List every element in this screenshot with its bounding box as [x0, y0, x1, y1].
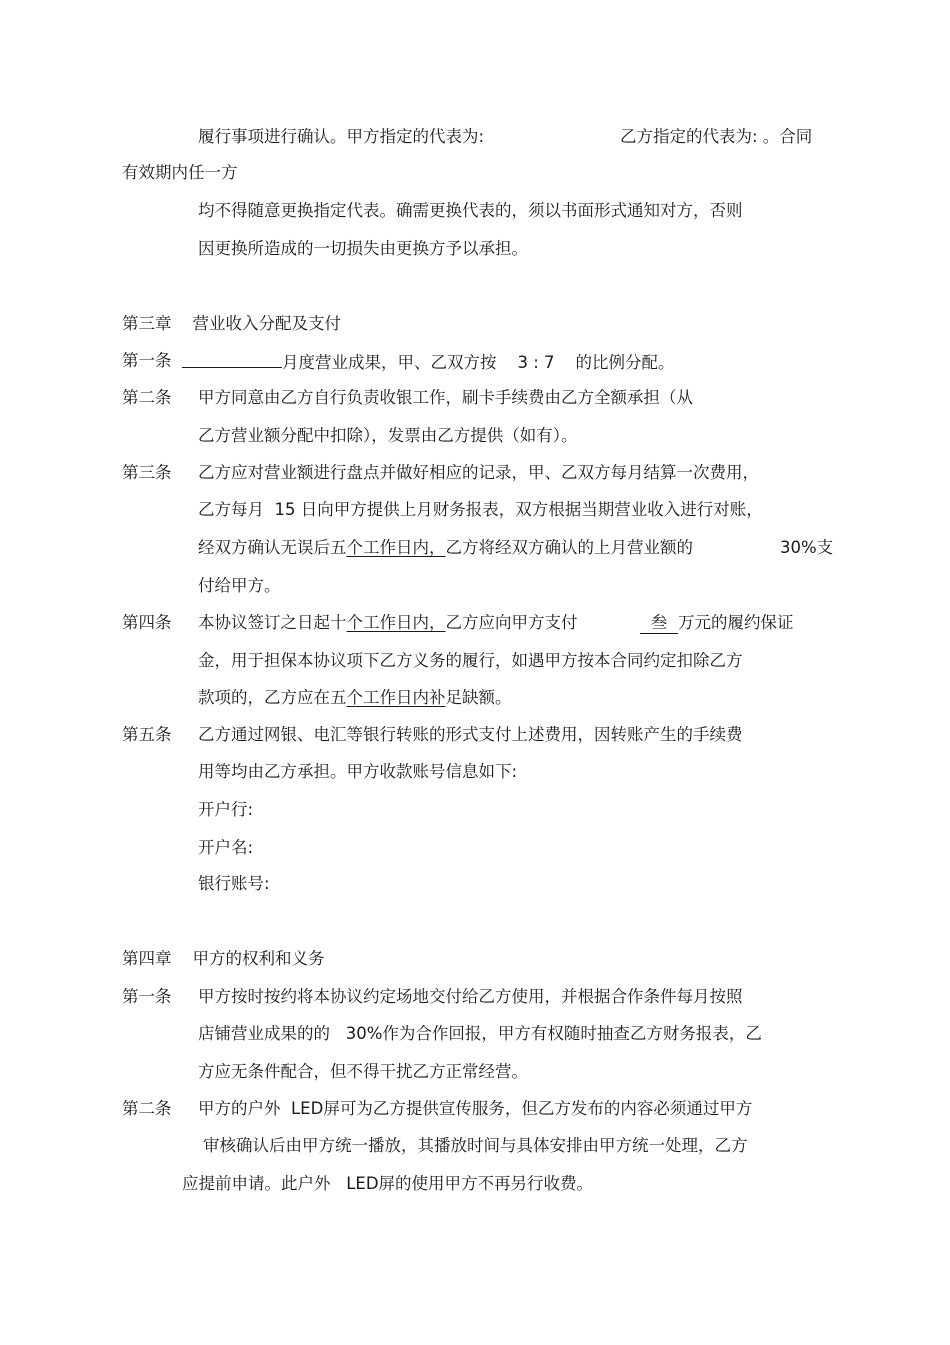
article-label: 第三条: [122, 463, 172, 482]
article-text: 乙方应对营业额进行盘点并做好相应的记录，甲、乙双方每月结算一次费用，: [198, 463, 759, 482]
article-label: 第一条: [122, 987, 172, 1006]
text-line: 履行事项进行确认。甲方指定的代表为:: [198, 127, 485, 146]
underlined-text: 个工作日内补: [346, 688, 446, 707]
article-text: 审核确认后由甲方统一播放，其播放时间与具体安排由甲方统一处理，乙方: [203, 1136, 748, 1155]
text-span: 乙方应向甲方支付: [445, 613, 578, 632]
bank-field-label: 开户名:: [198, 838, 254, 857]
article-text: 用等均由乙方承担。甲方收款账号信息如下:: [198, 762, 518, 781]
bank-field-label: 开户行:: [198, 800, 254, 819]
text-line: 因更换所造成的一切损失由更换方予以承担。: [198, 239, 528, 258]
article-label: 第二条: [122, 1099, 172, 1118]
article-label: 第四条: [122, 613, 172, 632]
text-line: 乙方指定的代表为: 。合同: [620, 127, 813, 146]
article-text: [198, 688, 512, 708]
article-text: 付给甲方。: [198, 576, 281, 595]
text-span: 足缺额。: [445, 688, 512, 707]
underlined-text: 个工作日内，: [346, 613, 446, 632]
article-text: 30%支: [780, 538, 834, 557]
article-text: 乙方通过网银、电汇等银行转账的形式支付上述费用，因转账产生的手续费: [198, 725, 743, 744]
article-text: 金，用于担保本协议项下乙方义务的履行，如遇甲方按本合同约定扣除乙方: [198, 651, 743, 670]
article-text: [198, 538, 693, 558]
underlined-text: 个工作日内，: [346, 538, 446, 557]
article-label: 第五条: [122, 725, 172, 744]
article-text: 店铺营业成果的的 30%作为合作回报，甲方有权随时抽查乙方财务报表，乙: [198, 1024, 762, 1043]
text-line: 均不得随意更换指定代表。确需更换代表的，须以书面形式通知对方，否则: [198, 201, 743, 220]
chapter-heading: 第四章 甲方的权利和义务: [122, 949, 325, 968]
article-text: [198, 613, 578, 633]
article-text: 甲方按时按约将本协议约定场地交付给乙方使用，并根据合作条件每月按照: [198, 987, 743, 1006]
article-text-span: 月度营业成果，甲、乙双方按 3 : 7 的比例分配。: [282, 353, 675, 372]
article-text: [640, 613, 794, 634]
article-label: 第一条: [122, 351, 172, 370]
article-text: 乙方营业额分配中扣除），发票由乙方提供（如有）。: [198, 426, 578, 445]
text-span: 乙方将经双方确认的上月营业额的: [445, 538, 693, 557]
text-line: 有效期内任一方: [122, 163, 238, 182]
text-span: 款项的，乙方应在五: [198, 688, 347, 707]
article-text: [182, 351, 675, 373]
article-text: 甲方同意由乙方自行负责收银工作，刷卡手续费由乙方全额承担（从: [198, 388, 693, 407]
text-span: 本协议签订之日起十: [198, 613, 347, 632]
article-text: 应提前申请。此户外 LED屏的使用甲方不再另行收费。: [182, 1174, 594, 1193]
chapter-heading: 第三章 营业收入分配及支付: [122, 314, 341, 333]
bank-field-label: 银行账号:: [198, 874, 270, 893]
amount-field: 叁: [640, 613, 678, 634]
article-label: 第二条: [122, 388, 172, 407]
text-span: 经双方确认无误后五: [198, 538, 347, 557]
article-text: 甲方的户外 LED屏可为乙方提供宣传服务，但乙方发布的内容必须通过甲方: [198, 1099, 753, 1118]
blank-field: [182, 351, 282, 368]
text-span: 万元的履约保证: [678, 613, 794, 632]
article-text: 乙方每月 15 日向甲方提供上月财务报表，双方根据当期营业收入进行对账，: [198, 500, 763, 519]
article-text: 方应无条件配合，但不得干扰乙方正常经营。: [198, 1062, 528, 1081]
